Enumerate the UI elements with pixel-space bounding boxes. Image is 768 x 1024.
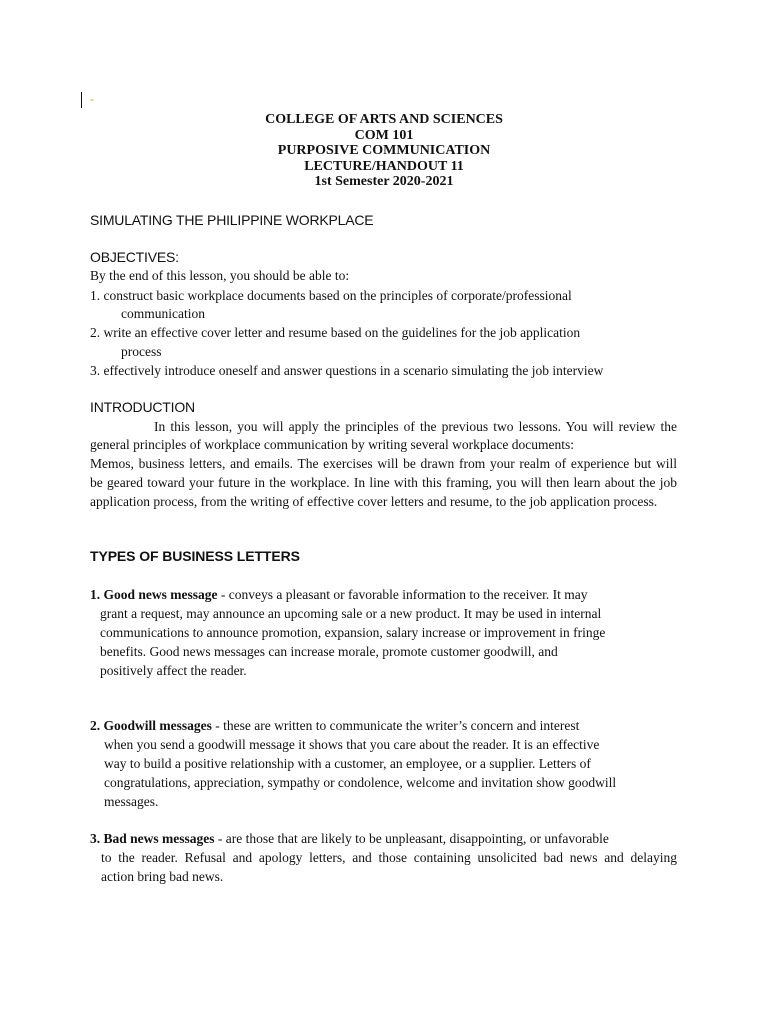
document-header: [0, 112, 768, 190]
header-college: COLLEGE OF ARTS AND SCIENCES: [265, 112, 503, 127]
introduction-heading: INTRODUCTION: [90, 399, 195, 415]
intro-line-3: Memos, business letters, and emails. The exercises will be drawn from your realm of experience but will: [90, 456, 677, 471]
objective-item-2-cont: process: [121, 344, 162, 359]
type-item-2-line-2: when you send a goodwill message it shows that you care about the reader. It is an effective: [104, 737, 600, 752]
type-item-2-line-3: way to build a positive relationship with a customer, an employee, or a supplier. Letters of: [104, 756, 591, 771]
intro-line-1: In this lesson, you will apply the principles of the previous two lessons. You will review the: [154, 419, 677, 434]
header-course-title: PURPOSIVE COMMUNICATION: [277, 143, 491, 158]
intro-line-4: be geared toward your future in the workplace. In line with this framing, you will then learn about the job: [90, 475, 677, 490]
objectives-intro: By the end of this lesson, you should be able to:: [90, 268, 350, 283]
objective-item-1-cont: communication: [121, 306, 205, 321]
type-item-3-first: [90, 830, 609, 848]
header-course-code: COM 101: [354, 127, 414, 143]
type-item-1-line-4: benefits. Good news messages can increase morale, promote customer goodwill, and: [100, 644, 558, 659]
type-item-1-text: - conveys a pleasant or favorable information to the receiver. It may: [217, 587, 588, 602]
type-item-1-line-5: positively affect the reader.: [100, 663, 247, 678]
type-item-2-first: [90, 717, 579, 735]
type-item-1-term: 1. Good news message: [90, 587, 218, 602]
type-item-3-line-3: action bring bad news.: [101, 869, 224, 884]
objectives-heading: OBJECTIVES:: [90, 249, 179, 265]
type-item-3-text: - are those that are likely to be unpleasant, disappointing, or unfavorable: [214, 831, 609, 846]
intro-line-2: general principles of workplace communication by writing several workplace documents:: [90, 437, 574, 452]
type-item-2-term: 2. Goodwill messages: [90, 718, 212, 733]
types-heading: TYPES OF BUSINESS LETTERS: [90, 548, 300, 564]
header-semester: 1st Semester 2020-2021: [314, 174, 454, 189]
type-item-1-line-2: grant a request, may announce an upcoming sale or a new product. It may be used in internal: [100, 606, 602, 621]
type-item-2-line-5: messages.: [104, 794, 159, 809]
header-handout: LECTURE/HANDOUT 11: [304, 158, 464, 174]
type-item-2-text: - these are written to communicate the writer’s concern and interest: [211, 718, 580, 733]
cursor-mark: [81, 92, 82, 108]
type-item-1-line-3: communications to announce promotion, expansion, salary increase or improvement in fringe: [100, 625, 606, 640]
dash-mark: -: [90, 92, 94, 106]
type-item-2-line-4: congratulations, appreciation, sympathy or condolence, welcome and invitation show goodwill: [104, 775, 617, 790]
type-item-3-term: 3. Bad news messages: [90, 831, 215, 846]
objective-item-2: 2. write an effective cover letter and resume based on the guidelines for the job application: [90, 325, 581, 340]
type-item-3-line-2: to the reader. Refusal and apology letters, and those containing unsolicited bad news and delaying: [101, 850, 677, 865]
objective-item-3: 3. effectively introduce oneself and answer questions in a scenario simulating the job interview: [90, 363, 604, 378]
intro-line-5: application process, from the writing of effective cover letters and resume, to the job application process.: [90, 494, 658, 509]
objective-item-1: 1. construct basic workplace documents based on the principles of corporate/professional: [90, 288, 572, 303]
type-item-1-first: [90, 586, 587, 604]
document-title: SIMULATING THE PHILIPPINE WORKPLACE: [90, 212, 374, 228]
